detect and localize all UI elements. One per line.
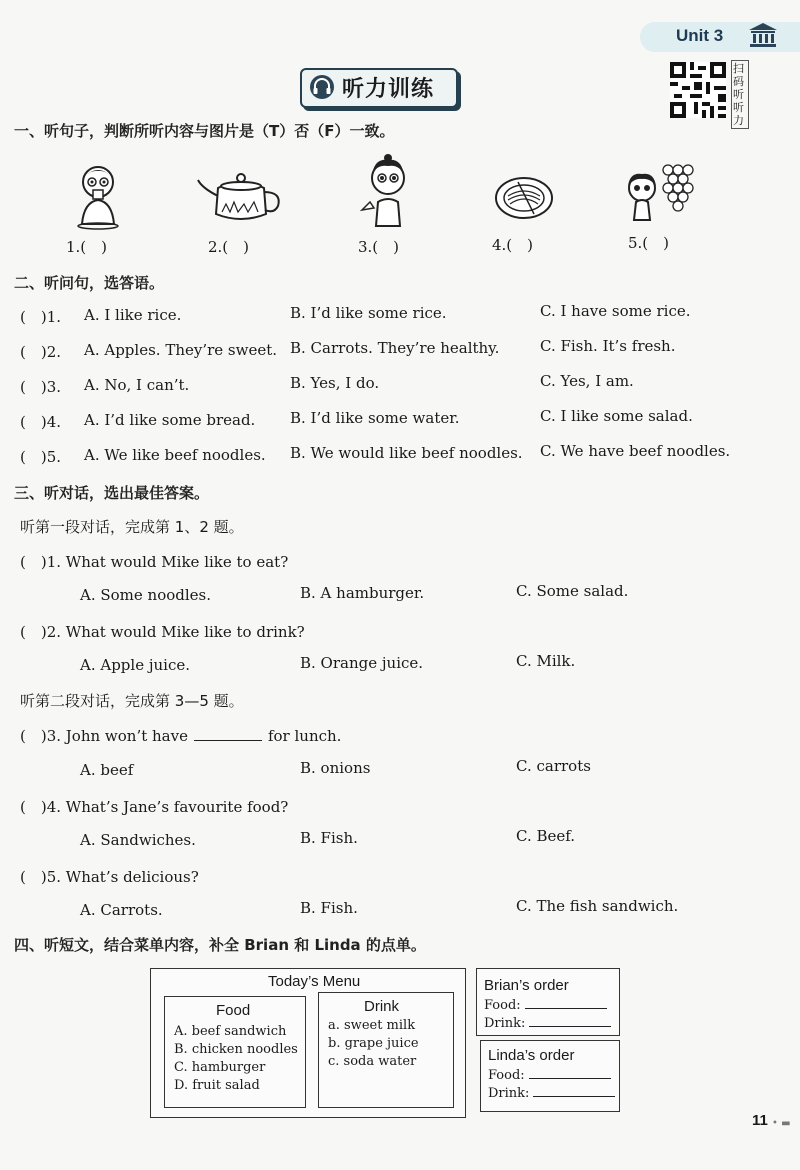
headphone-icon: [308, 74, 336, 100]
food-item: C. hamburger: [174, 1060, 266, 1075]
girl-eating-picture: [356, 154, 416, 230]
question-number: ( )5.: [20, 448, 62, 466]
food-item: B. chicken noodles: [174, 1042, 298, 1057]
page-dots-decoration: • ▬: [772, 1118, 791, 1129]
question-text: [20, 725, 341, 746]
option-a: A. I’d like some bread.: [84, 411, 256, 429]
option-a: A. Apples. They’re sweet.: [84, 341, 278, 359]
picture-label-1: 1.( ): [66, 238, 108, 256]
answer-blank[interactable]: [194, 739, 262, 741]
option-b: B. I’d like some rice.: [290, 304, 447, 322]
question-number: ( )4.: [20, 413, 62, 431]
picture-label-4: 4.( ): [492, 236, 534, 254]
food-label: Food:: [484, 998, 521, 1013]
drink-item: a. sweet milk: [328, 1018, 416, 1033]
option-c: C. carrots: [516, 757, 591, 775]
unit-label: Unit 3: [676, 26, 724, 45]
picture-label-3: 3.( ): [358, 238, 400, 256]
brian-drink-field[interactable]: [484, 1016, 611, 1031]
food-item: D. fruit salad: [174, 1078, 260, 1093]
menu-title: Today’s Menu: [268, 973, 361, 990]
teapot-picture: [196, 166, 286, 226]
dialogue-instruction-2: 听第二段对话，完成第 3—5 题。: [20, 692, 244, 710]
picture-label-5: 5.( ): [628, 234, 670, 252]
boy-drinking-picture: [70, 162, 126, 230]
option-c: C. I have some rice.: [540, 302, 691, 320]
linda-food-field[interactable]: [488, 1068, 611, 1083]
building-icon: [748, 22, 778, 48]
food-item: A. beef sandwich: [174, 1024, 287, 1039]
option-c: C. Yes, I am.: [540, 372, 634, 390]
section3-heading: 三、听对话，选出最佳答案。: [14, 484, 210, 502]
option-a: A. I like rice.: [84, 306, 182, 324]
brian-order-title: Brian’s order: [484, 977, 569, 994]
qr-code[interactable]: [670, 62, 726, 118]
noodle-bowl-picture: [494, 176, 554, 222]
option-b: B. Fish.: [300, 829, 358, 847]
option-b: B. I’d like some water.: [290, 409, 460, 427]
option-a: A. We like beef noodles.: [84, 446, 266, 464]
question-number: ( )1.: [20, 308, 62, 326]
option-b: B. Carrots. They’re healthy.: [290, 339, 500, 357]
fill-blank[interactable]: [533, 1095, 615, 1097]
option-c: C. I like some salad.: [540, 407, 693, 425]
drink-title: Drink: [364, 998, 400, 1015]
option-b: B. We would like beef noodles.: [290, 444, 523, 462]
section4-heading: 四、听短文，结合菜单内容，补全 Brian 和 Linda 的点单。: [14, 936, 426, 954]
drink-label: Drink:: [484, 1016, 526, 1031]
option-c: C. Some salad.: [516, 582, 629, 600]
option-b: B. onions: [300, 759, 371, 777]
page-number: 11: [752, 1112, 768, 1129]
food-title: Food: [216, 1002, 251, 1019]
option-a: A. No, I can’t.: [84, 376, 190, 394]
option-c: C. Beef.: [516, 827, 576, 845]
section2-heading: 二、听问句，选答语。: [14, 274, 165, 292]
drink-item: b. grape juice: [328, 1036, 419, 1051]
food-label: Food:: [488, 1068, 525, 1083]
question-text-end: for lunch.: [267, 727, 342, 745]
page-title: 听力训练: [342, 77, 435, 102]
option-c: C. Fish. It’s fresh.: [540, 337, 676, 355]
option-a: A. Carrots.: [80, 901, 163, 919]
picture-label-2: 2.( ): [208, 238, 250, 256]
question-number: ( )3.: [20, 378, 62, 396]
question-text: ( )5. What’s delicious?: [20, 868, 199, 886]
linda-order-title: Linda’s order: [488, 1047, 575, 1064]
fill-blank[interactable]: [529, 1077, 611, 1079]
question-text-start: ( )3. John won’t have: [20, 727, 188, 745]
option-b: B. Yes, I do.: [290, 374, 380, 392]
fill-blank[interactable]: [525, 1007, 607, 1009]
fill-blank[interactable]: [529, 1025, 611, 1027]
drink-item: c. soda water: [328, 1054, 417, 1069]
option-a: A. Some noodles.: [80, 586, 212, 604]
qr-caption: 扫码听听力: [731, 60, 749, 129]
brian-food-field[interactable]: [484, 998, 607, 1013]
question-text: ( )4. What’s Jane’s favourite food?: [20, 798, 289, 816]
option-c: C. Milk.: [516, 652, 576, 670]
question-text: ( )1. What would Mike like to eat?: [20, 553, 289, 571]
section1-heading: 一、听句子，判断所听内容与图片是（T）否（F）一致。: [14, 122, 395, 140]
option-b: B. Orange juice.: [300, 654, 424, 672]
option-a: A. beef: [80, 761, 134, 779]
question-text: ( )2. What would Mike like to drink?: [20, 623, 305, 641]
girl-grapes-picture: [620, 160, 694, 224]
drink-label: Drink:: [488, 1086, 530, 1101]
option-a: A. Sandwiches.: [80, 831, 196, 849]
option-b: B. Fish.: [300, 899, 358, 917]
option-a: A. Apple juice.: [80, 656, 191, 674]
dialogue-instruction-1: 听第一段对话，完成第 1、2 题。: [20, 518, 244, 536]
option-b: B. A hamburger.: [300, 584, 425, 602]
option-c: C. The fish sandwich.: [516, 897, 679, 915]
linda-drink-field[interactable]: [488, 1086, 615, 1101]
option-c: C. We have beef noodles.: [540, 442, 731, 460]
question-number: ( )2.: [20, 343, 62, 361]
